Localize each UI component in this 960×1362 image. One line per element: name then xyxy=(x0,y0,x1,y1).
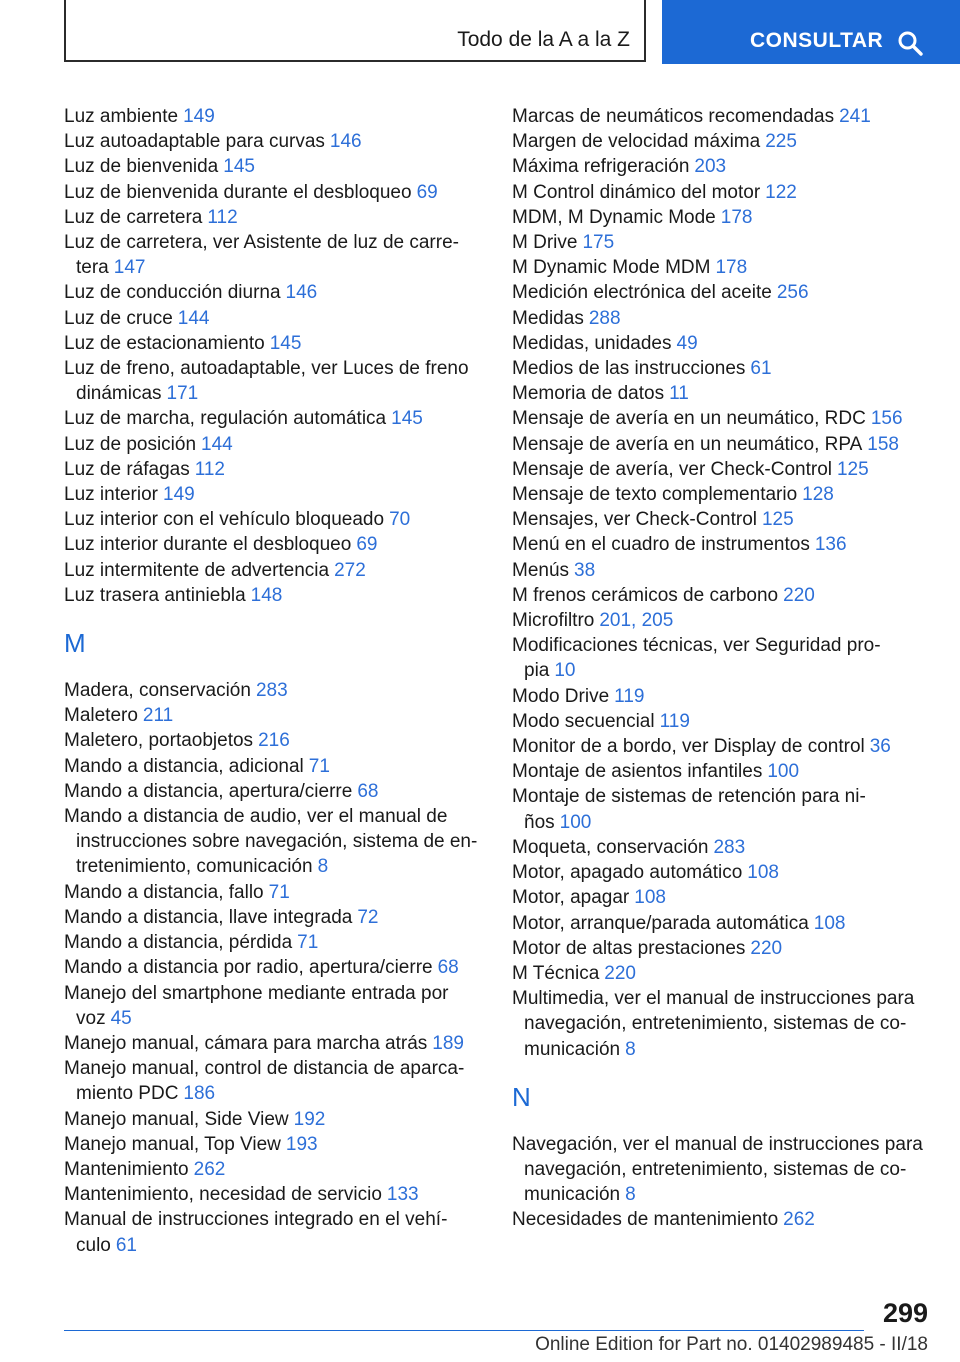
index-entry xyxy=(64,532,484,557)
index-entry-page-link[interactable]: 220 xyxy=(783,584,815,606)
index-entry-page-link[interactable]: 49 xyxy=(676,332,698,354)
index-entry-page-link[interactable]: 146 xyxy=(329,131,362,153)
index-entry xyxy=(512,104,932,129)
index-entry-term: Luz de carretera, ver Asistente de luz de carre‐tera xyxy=(64,232,459,279)
index-entry-term: Microfiltro xyxy=(512,610,595,632)
index-entry-term: Mantenimiento, necesidad de servicio xyxy=(64,1184,382,1206)
index-entry xyxy=(512,633,932,683)
index-entry xyxy=(64,880,484,905)
header-tabs xyxy=(0,0,960,66)
index-entry-page-link[interactable]: 241 xyxy=(839,106,871,127)
index-entry-page-link[interactable]: 145 xyxy=(223,156,255,178)
index-entry xyxy=(512,180,932,205)
index-entry xyxy=(512,759,932,784)
index-entry-term: Luz de posición xyxy=(64,433,197,455)
index-entry-page-link[interactable]: 149 xyxy=(183,106,215,127)
index-entry-page-link[interactable]: 175 xyxy=(582,232,615,254)
index-entry xyxy=(64,583,484,608)
index-entry-page-link[interactable]: 283 xyxy=(713,836,746,858)
index-entry-page-link[interactable]: 68 xyxy=(357,780,379,802)
index-entry xyxy=(64,1157,484,1182)
index-entry-page-link[interactable]: 220 xyxy=(750,937,783,959)
index-entry xyxy=(64,703,484,728)
index-entry xyxy=(512,406,932,431)
index-entry-term: Modo Drive xyxy=(512,685,610,707)
index-entry xyxy=(64,981,484,1031)
index-entry-term: Mensaje de avería en un neumático, RPA xyxy=(512,433,863,455)
index-entry xyxy=(512,911,932,936)
index-entry xyxy=(64,306,484,331)
index-entry-term: Modo secuencial xyxy=(512,710,655,732)
index-entry-page-link[interactable]: 148 xyxy=(250,584,283,606)
index-entry-term: Medidas xyxy=(512,307,584,329)
index-entry xyxy=(64,1182,484,1207)
index-entry-page-link[interactable]: 149 xyxy=(163,484,195,506)
index-entry-term: Luz de bienvenida durante el desbloqueo xyxy=(64,181,412,203)
index-entry-page-link[interactable]: 112 xyxy=(194,458,225,480)
index-entry-term: Mando a distancia, fallo xyxy=(64,881,264,903)
index-entry-page-link[interactable]: 262 xyxy=(193,1158,226,1180)
index-entry-page-link[interactable]: 71 xyxy=(308,755,330,777)
index-entry-page-link[interactable]: 146 xyxy=(285,282,318,304)
index-entry-term: Margen de velocidad máxima xyxy=(512,131,761,153)
index-entry-page-link[interactable]: 220 xyxy=(604,962,636,984)
index-entry-term: Luz de estacionamiento xyxy=(64,332,265,354)
index-entry-page-link[interactable]: 10 xyxy=(554,660,576,682)
index-entry-page-link[interactable]: 38 xyxy=(574,559,596,581)
index-entry-page-link[interactable]: 119 xyxy=(659,710,690,732)
index-entry xyxy=(64,804,484,880)
index-entry-term: Maletero, portaobjetos xyxy=(64,730,254,752)
index-entry-term: Menús xyxy=(512,559,570,581)
index-entry-term: M Técnica xyxy=(512,962,600,984)
index-entry-term: Luz interior durante el desbloqueo xyxy=(64,534,352,556)
index-entry-term: Luz interior xyxy=(64,484,158,506)
index-entry xyxy=(512,482,932,507)
index-entry-page-link[interactable]: 108 xyxy=(813,912,846,934)
index-entry-page-link[interactable]: 156 xyxy=(870,408,903,430)
index-entry-term: Mensaje de avería en un neumático, RDC xyxy=(512,408,866,430)
index-entry-page-link[interactable]: 8 xyxy=(625,1038,636,1060)
index-entry xyxy=(64,356,484,406)
index-entry-page-link[interactable]: 133 xyxy=(386,1184,419,1206)
index-entry-term: Luz de bienvenida xyxy=(64,156,219,178)
index-entry xyxy=(512,306,932,331)
index-entry xyxy=(64,955,484,980)
index-entry-term: Medios de las instrucciones xyxy=(512,358,746,380)
index-entry-page-link[interactable]: 171 xyxy=(166,383,199,405)
index-entry-term: Luz de conducción diurna xyxy=(64,282,281,304)
index-entry xyxy=(64,779,484,804)
index-entry xyxy=(64,507,484,532)
search-icon xyxy=(897,30,923,56)
index-entry xyxy=(512,381,932,406)
index-entry-term: Mantenimiento xyxy=(64,1158,189,1180)
index-entry xyxy=(512,885,932,910)
index-entry xyxy=(64,1031,484,1056)
index-entry xyxy=(512,129,932,154)
index-entry xyxy=(512,936,932,961)
index-entry-page-link[interactable]: 178 xyxy=(720,206,753,228)
page-number: 299 xyxy=(882,1298,928,1328)
index-entry-page-link[interactable]: 125 xyxy=(761,509,794,531)
index-entry-page-link[interactable]: 216 xyxy=(258,730,290,752)
index-entry-term: Luz interior con el vehículo bloqueado xyxy=(64,509,385,531)
index-entry xyxy=(64,406,484,431)
index-entry xyxy=(64,1207,484,1257)
index-entry xyxy=(512,280,932,305)
index-entry-term: Luz autoadaptable para curvas xyxy=(64,131,325,153)
footer-edition: Online Edition for Part no. 01402989485 - II/18 xyxy=(535,1334,928,1355)
index-entry-page-link[interactable]: 283 xyxy=(255,680,288,702)
index-entry-page-link[interactable]: 70 xyxy=(389,509,411,531)
index-entry-term: Necesidades de mantenimiento xyxy=(512,1209,779,1231)
index-entry xyxy=(64,457,484,482)
index-entry-page-link[interactable]: 100 xyxy=(559,811,592,833)
index-entry-page-link[interactable]: 145 xyxy=(391,408,423,430)
index-entry-term: Mando a distancia de audio, ver el manual de instrucciones sobre navegación, sistema de en‐tretenimiento, comunicación xyxy=(64,806,478,878)
index-entry-term: Mando a distancia, apertura/cierre xyxy=(64,780,353,802)
index-entry-page-link[interactable]: 8 xyxy=(317,856,329,878)
index-entry xyxy=(512,205,932,230)
index-entry-term: Montaje de sistemas de retención para ni‐ños xyxy=(512,786,866,833)
index-letter-heading: N xyxy=(512,1081,531,1112)
index-entry-page-link[interactable]: 8 xyxy=(625,1184,636,1206)
index-entry xyxy=(64,280,484,305)
index-entry-term: Luz de freno, autoadaptable, ver Luces de freno dinámicas xyxy=(64,358,469,405)
index-entry-term: M frenos cerámicos de carbono xyxy=(512,584,779,606)
index-entry-term: Motor, apagar xyxy=(512,887,630,909)
index-entry-page-link[interactable]: 147 xyxy=(113,257,146,279)
index-entry-term: Mando a distancia, llave integrada xyxy=(64,906,353,928)
index-entry xyxy=(512,961,932,986)
index-entry-term: Mando a distancia por radio, apertura/cierre xyxy=(64,957,433,979)
index-entry xyxy=(512,1132,932,1208)
index-entry xyxy=(64,754,484,779)
index-entry xyxy=(64,482,484,507)
index-entry-page-link[interactable]: 72 xyxy=(357,906,379,928)
index-entry xyxy=(64,1132,484,1157)
index-entry xyxy=(512,457,932,482)
index-entry xyxy=(64,129,484,154)
index-entry-term: Monitor de a bordo, ver Display de control xyxy=(512,736,865,758)
index-entry xyxy=(512,784,932,834)
index-entry-page-link[interactable]: 100 xyxy=(767,761,800,783)
index-entry-term: Luz de carretera xyxy=(64,206,203,228)
index-entry-page-link[interactable]: 225 xyxy=(765,131,797,153)
index-entry xyxy=(64,230,484,280)
tab-az-index[interactable] xyxy=(64,0,646,62)
index-entry xyxy=(64,905,484,930)
index-entry-page-link[interactable]: 128 xyxy=(802,484,834,506)
index-entry-term: Manejo del smartphone mediante entrada por voz xyxy=(64,982,449,1029)
index-entry-term: Maletero xyxy=(64,705,138,727)
index-entry-term: Multimedia, ver el manual de instrucciones para navegación, entretenimiento, sistemas de co‐municación xyxy=(512,988,915,1060)
index-entry-term: Medición electrónica del aceite xyxy=(512,282,772,304)
index-entry-page-link[interactable]: 203 xyxy=(694,156,727,178)
index-entry xyxy=(512,255,932,280)
index-entry-page-link[interactable]: 178 xyxy=(715,257,748,279)
index-entry-page-link[interactable]: 201, 205 xyxy=(599,610,674,632)
index-entry xyxy=(512,835,932,860)
index-entry-page-link[interactable]: 262 xyxy=(783,1209,815,1231)
index-entry-page-link[interactable]: 272 xyxy=(334,559,366,581)
index-entry-term: Navegación, ver el manual de instrucciones para navegación, entretenimiento, sistemas de co‐municación xyxy=(512,1133,923,1206)
index-entry xyxy=(512,532,932,557)
index-entry-page-link[interactable]: 61 xyxy=(750,358,772,380)
index-entry-page-link[interactable]: 61 xyxy=(115,1234,137,1256)
index-entry-term: Luz de cruce xyxy=(64,307,173,329)
index-entry-page-link[interactable]: 71 xyxy=(268,881,290,903)
index-entry-term: M Control dinámico del motor xyxy=(512,181,761,203)
tab-consult-label: CONSULTAR xyxy=(750,29,884,52)
index-entry-page-link[interactable]: 11 xyxy=(669,383,689,405)
index-entry-term: Manejo manual, Side View xyxy=(64,1108,289,1130)
index-entry xyxy=(512,558,932,583)
index-entry-term: Montaje de asientos infantiles xyxy=(512,761,763,783)
index-entry-page-link[interactable]: 122 xyxy=(765,181,797,203)
index-entry-term: Manejo manual, cámara para marcha atrás xyxy=(64,1032,428,1054)
index-entry-page-link[interactable]: 144 xyxy=(177,307,210,329)
index-entry xyxy=(512,860,932,885)
index-entry-page-link[interactable]: 144 xyxy=(201,433,233,455)
index-entry-page-link[interactable]: 108 xyxy=(747,862,779,884)
index-entry xyxy=(512,583,932,608)
index-entry-page-link[interactable]: 186 xyxy=(183,1083,216,1105)
index-entry xyxy=(64,104,484,129)
index-entry xyxy=(64,678,484,703)
index-entry-term: Manejo manual, Top View xyxy=(64,1133,281,1155)
index-entry-page-link[interactable]: 112 xyxy=(207,206,238,228)
index-entry-term: Menú en el cuadro de instrumentos xyxy=(512,534,810,556)
index-entry xyxy=(64,1056,484,1106)
index-entry-page-link[interactable]: 288 xyxy=(588,307,621,329)
index-entry-page-link[interactable]: 145 xyxy=(269,332,302,354)
index-entry xyxy=(64,205,484,230)
index-entry-term: Madera, conservación xyxy=(64,680,251,702)
index-entry-page-link[interactable]: 119 xyxy=(614,685,645,707)
index-entry-term: Memoria de datos xyxy=(512,383,665,405)
index-entry-page-link[interactable]: 211 xyxy=(142,705,174,727)
footer-divider xyxy=(64,1330,864,1331)
index-entry-page-link[interactable]: 108 xyxy=(634,887,666,909)
index-entry xyxy=(64,154,484,179)
index-column-right xyxy=(512,104,932,1233)
index-entry-term: Luz de ráfagas xyxy=(64,458,190,480)
index-entry xyxy=(64,331,484,356)
index-entry-page-link[interactable]: 125 xyxy=(836,458,869,480)
index-entry-term: Moqueta, conservación xyxy=(512,836,709,858)
index-entry xyxy=(64,558,484,583)
index-entry xyxy=(512,154,932,179)
index-entry-term: Motor, arranque/parada automática xyxy=(512,912,809,934)
tab-az-label: Todo de la A a la Z xyxy=(457,28,630,51)
index-entry-page-link[interactable]: 192 xyxy=(293,1108,326,1130)
index-entry-term: Mando a distancia, pérdida xyxy=(64,932,293,954)
index-entry-term: Luz trasera antiniebla xyxy=(64,584,246,606)
index-entry-term: Medidas, unidades xyxy=(512,332,672,354)
index-entry xyxy=(512,432,932,457)
index-entry xyxy=(64,432,484,457)
index-entry-term: Mensajes, ver Check-Control xyxy=(512,509,757,531)
index-entry-term: Mensaje de avería, ver Check-Control xyxy=(512,458,832,480)
index-entry xyxy=(64,180,484,205)
index-entry-term: MDM, M Dynamic Mode xyxy=(512,206,716,228)
tab-consult[interactable] xyxy=(662,0,960,64)
index-entry-page-link[interactable]: 68 xyxy=(437,957,459,979)
index-entry-page-link[interactable]: 256 xyxy=(776,282,809,304)
index-entry xyxy=(512,734,932,759)
index-entry-term: Marcas de neumáticos recomendadas xyxy=(512,106,835,127)
index-entry xyxy=(64,1107,484,1132)
index-entry-term: Mando a distancia, adicional xyxy=(64,755,304,777)
index-entry-term: M Dynamic Mode MDM xyxy=(512,257,711,279)
index-entry-term: Manejo manual, control de distancia de aparca‐miento PDC xyxy=(64,1058,465,1105)
index-entry-page-link[interactable]: 189 xyxy=(432,1032,464,1054)
index-entry xyxy=(512,986,932,1062)
index-entry-page-link[interactable]: 45 xyxy=(110,1007,132,1029)
index-entry-page-link[interactable]: 158 xyxy=(867,433,899,455)
index-entry-page-link[interactable]: 36 xyxy=(869,736,891,758)
index-entry xyxy=(512,507,932,532)
index-entry xyxy=(512,608,932,633)
index-entry-term: Luz de marcha, regulación automática xyxy=(64,408,387,430)
index-entry-term: Motor, apagado automático xyxy=(512,862,743,884)
index-entry-page-link[interactable]: 136 xyxy=(814,534,847,556)
index-entry-page-link[interactable]: 71 xyxy=(297,932,319,954)
index-entry xyxy=(512,684,932,709)
index-entry xyxy=(512,230,932,255)
index-entry xyxy=(512,331,932,356)
index-entry-page-link[interactable]: 69 xyxy=(356,534,378,556)
index-entry-term: Luz intermitente de advertencia xyxy=(64,559,330,581)
index-entry xyxy=(512,356,932,381)
index-entry-page-link[interactable]: 193 xyxy=(285,1133,318,1155)
index-entry-term: Mensaje de texto complementario xyxy=(512,484,798,506)
index-entry-term: M Drive xyxy=(512,232,578,254)
index-entry xyxy=(64,930,484,955)
index-entry-page-link[interactable]: 69 xyxy=(416,181,438,203)
index-letter-heading: M xyxy=(64,628,86,659)
index-entry-term: Modificaciones técnicas, ver Seguridad pro‐pia xyxy=(512,635,881,682)
index-entry xyxy=(64,728,484,753)
index-entry-term: Manual de instrucciones integrado en el vehí‐culo xyxy=(64,1209,448,1256)
index-entry-term: Motor de altas prestaciones xyxy=(512,937,746,959)
index-column-left xyxy=(64,104,484,1258)
index-entry xyxy=(512,709,932,734)
index-entry-term: Máxima refrigeración xyxy=(512,156,690,178)
index-entry-term: Luz ambiente xyxy=(64,106,179,127)
index-entry xyxy=(512,1207,932,1232)
